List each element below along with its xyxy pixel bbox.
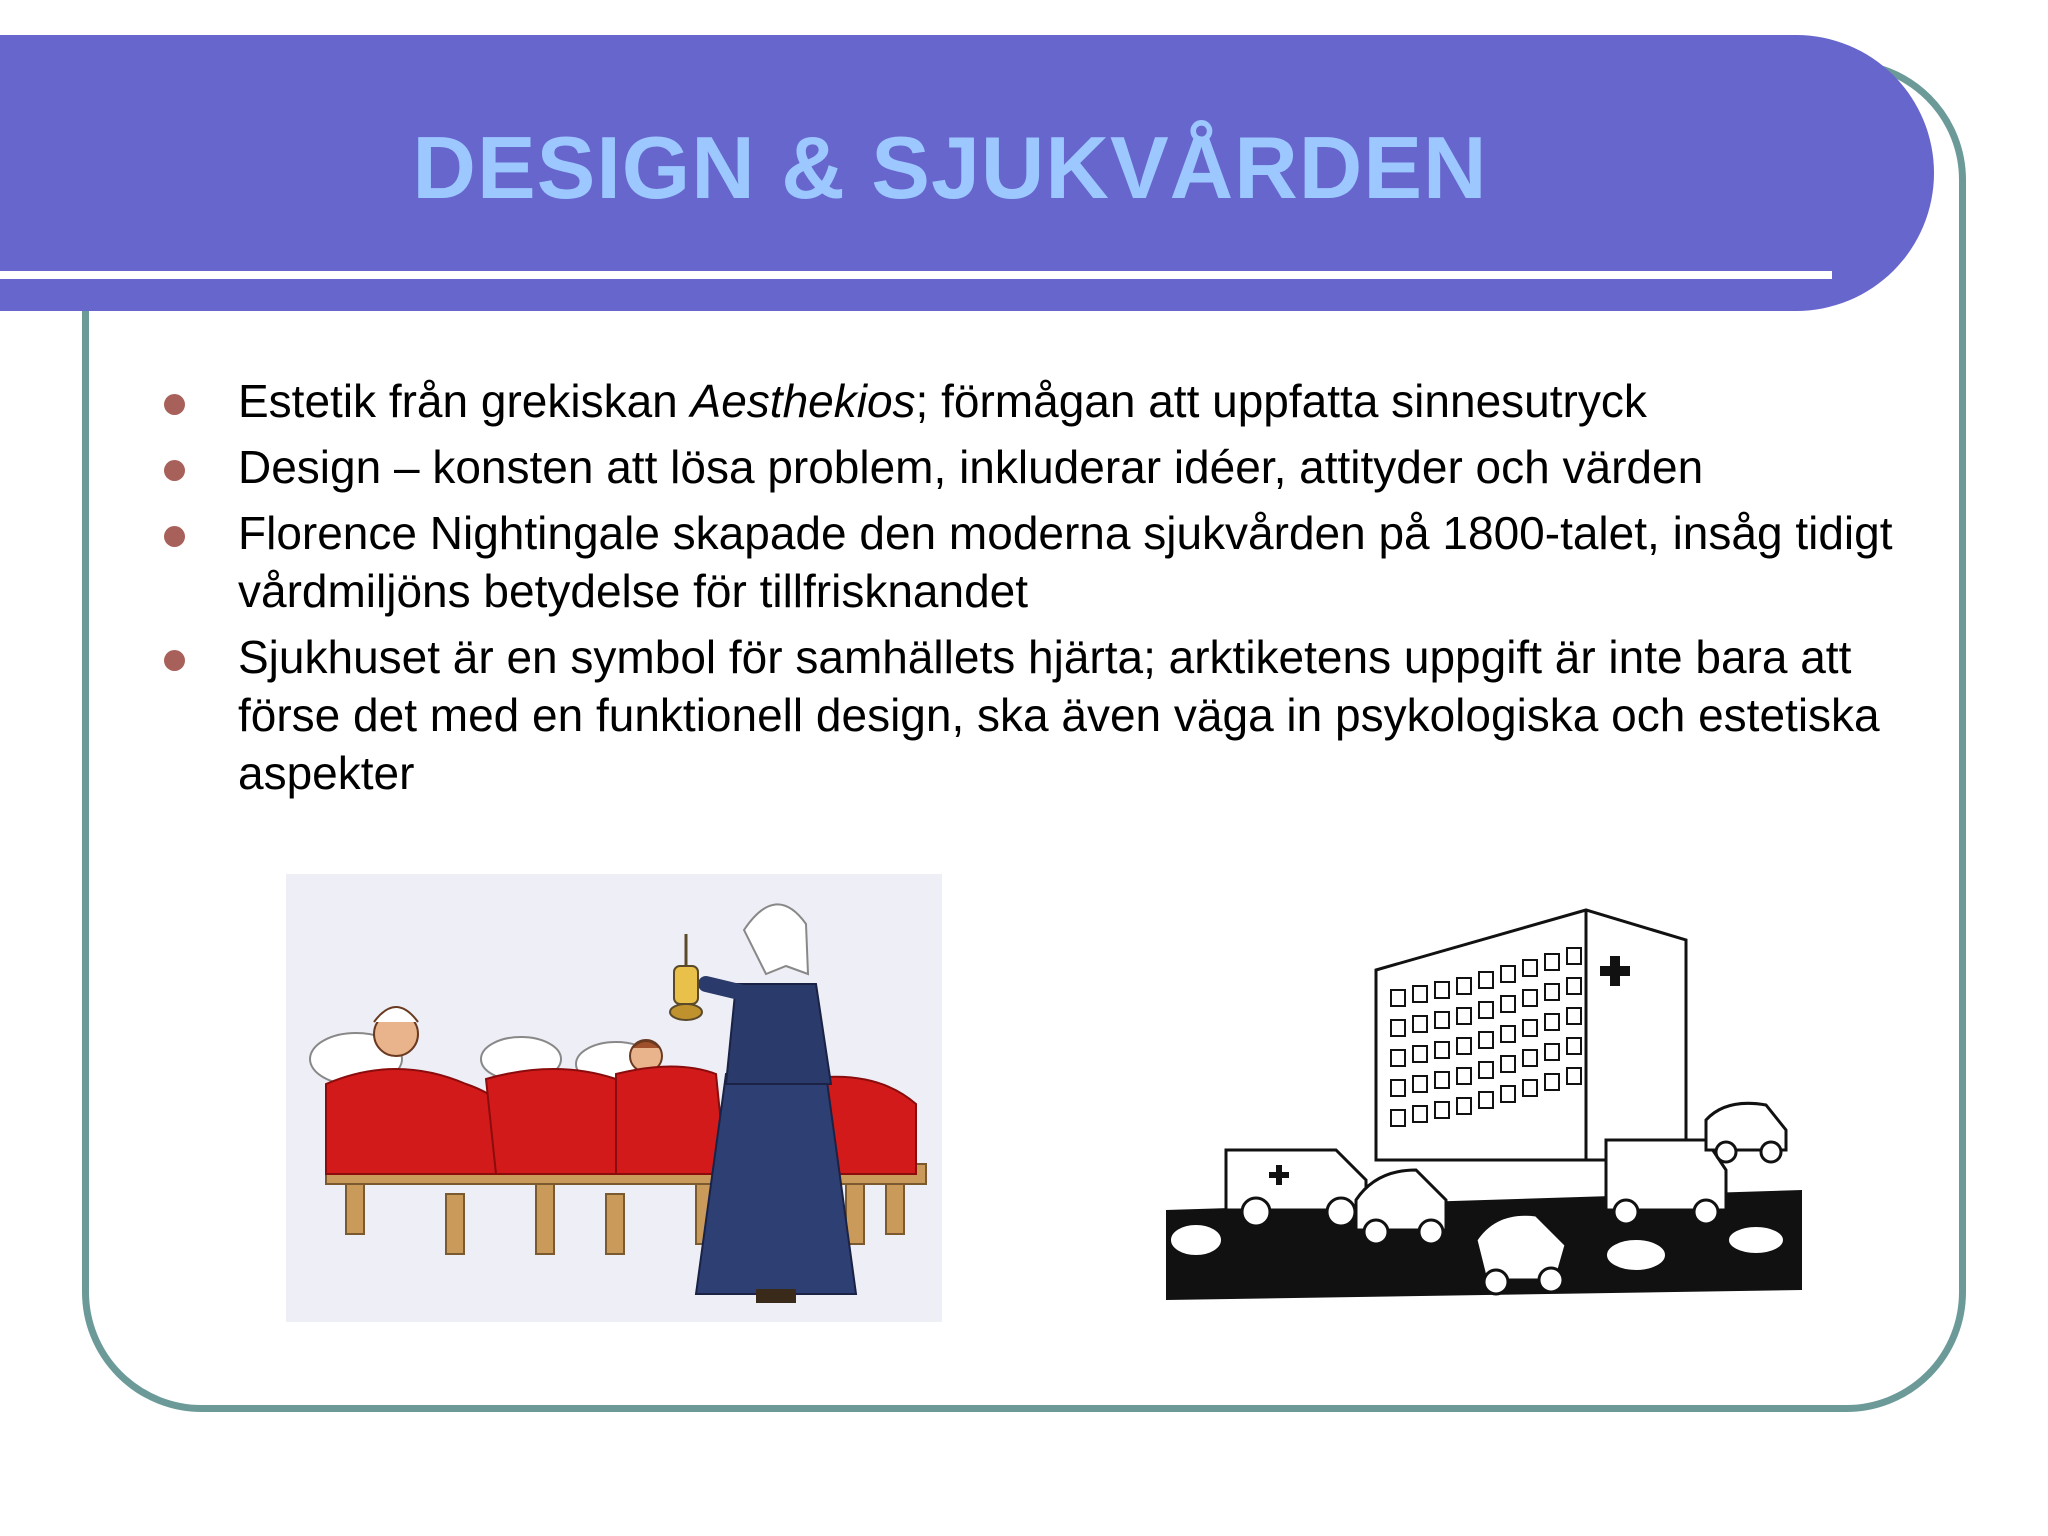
- bullet-item: Estetik från grekiskan Aesthekios; förmågan att uppfatta sinnesutryck: [160, 372, 1920, 430]
- title-divider: [0, 271, 1832, 279]
- nightingale-illustration: [286, 874, 942, 1322]
- bullet-item: Design – konsten att lösa problem, inkluderar idéer, attityder och värden: [160, 438, 1920, 496]
- bullet-item: Sjukhuset är en symbol för samhällets hjärta; arktiketens uppgift är inte bara att förse det med en funktionell design, ska även väga in psykologiska och estetiska aspekter: [160, 628, 1920, 802]
- bullet-dot-icon: [164, 394, 185, 415]
- slide-title: DESIGN & SJUKVÅRDEN: [412, 118, 1488, 217]
- hospital-building-drawing: [1166, 860, 1802, 1320]
- bullet-dot-icon: [164, 650, 185, 671]
- bullet-list: [160, 372, 1920, 810]
- bullet-item: Florence Nightingale skapade den moderna sjukvården på 1800-talet, insåg tidigt vårdmiljöns betydelse för tillfrisknandet: [160, 504, 1920, 620]
- bullet-dot-icon: [164, 526, 185, 547]
- bullet-dot-icon: [164, 460, 185, 481]
